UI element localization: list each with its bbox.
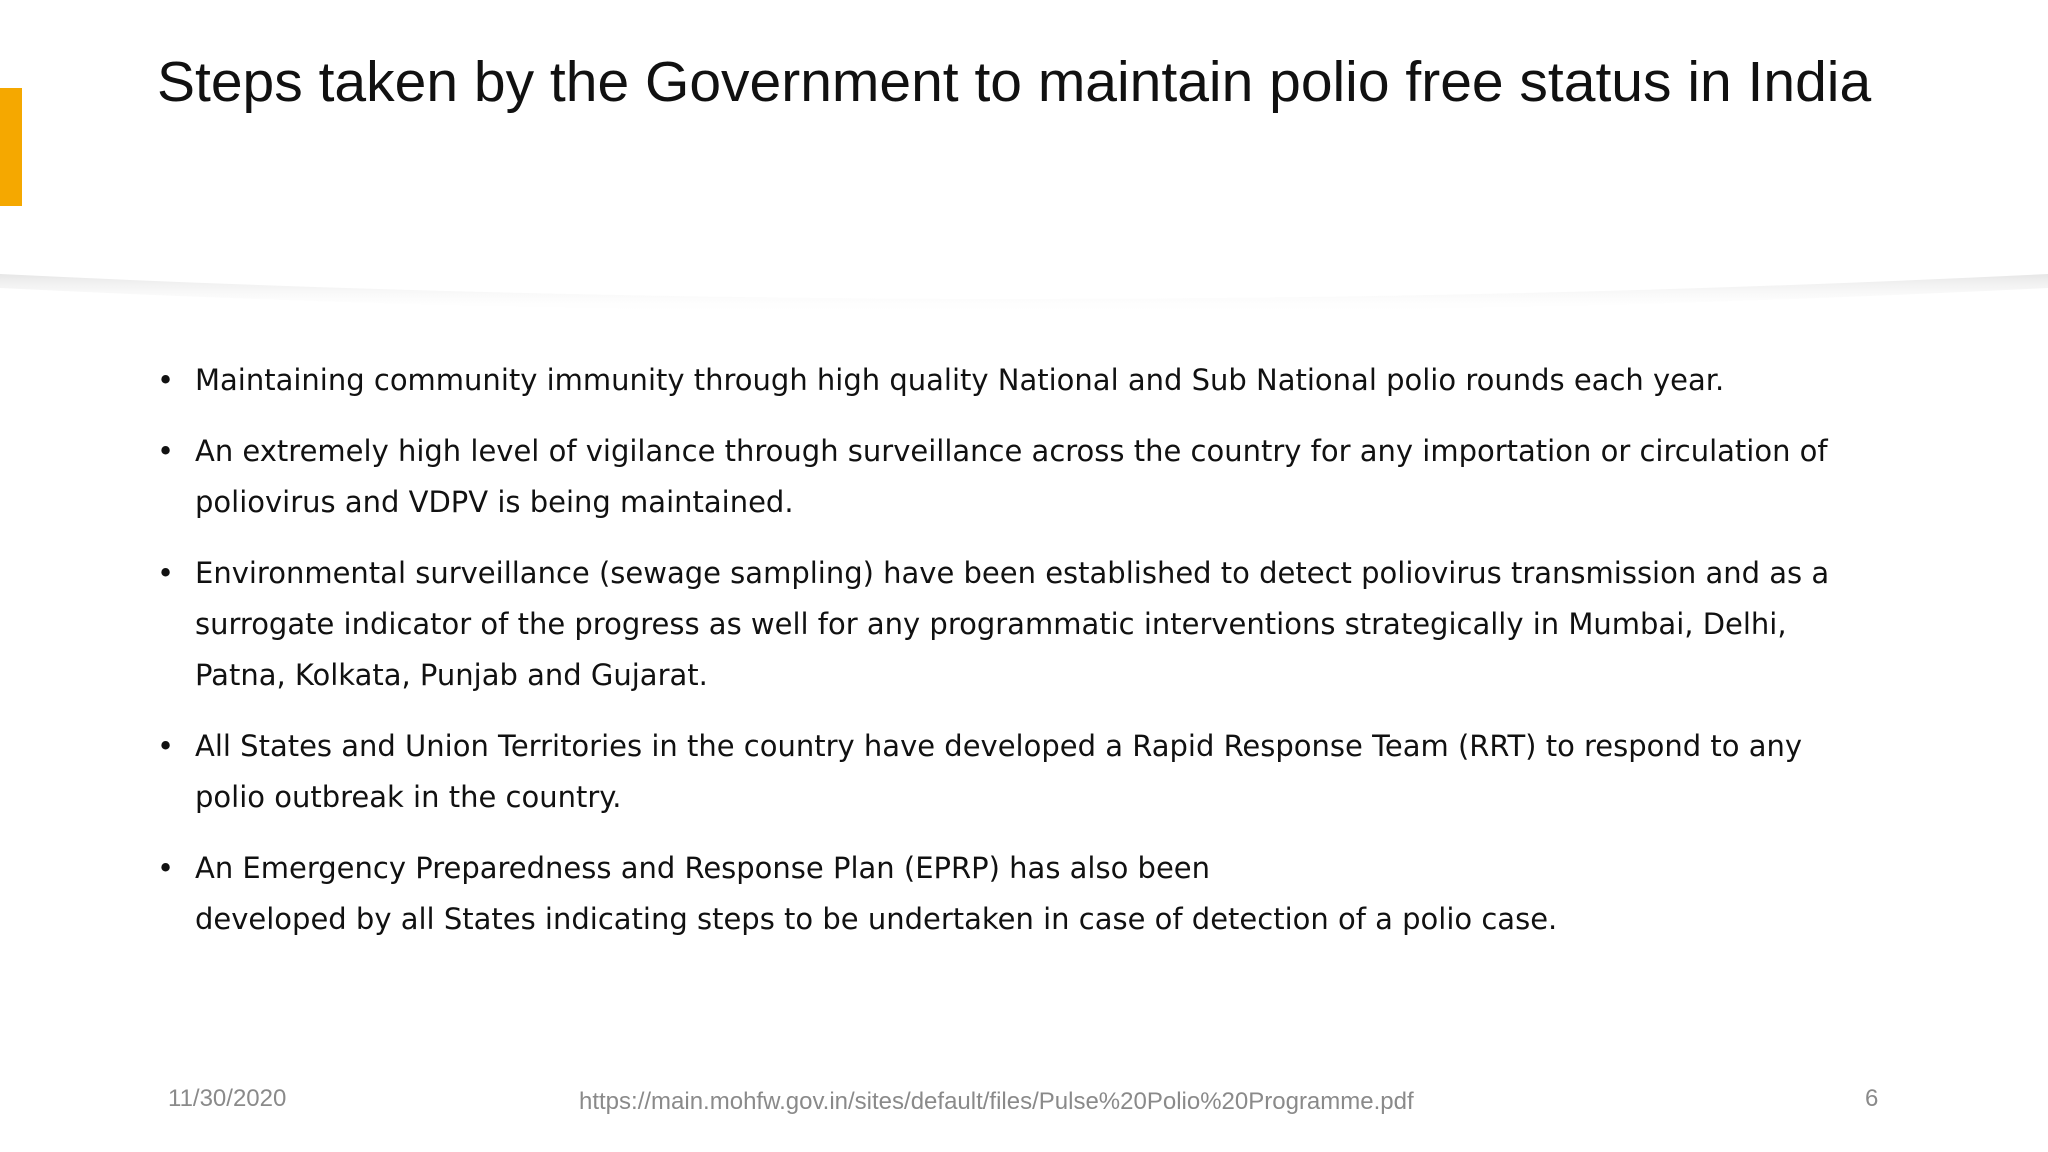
footer-date: 11/30/2020: [168, 1085, 287, 1112]
bullet-dot: •: [157, 556, 175, 590]
bullet-item: [157, 426, 1877, 528]
bullet-dot: •: [157, 729, 175, 763]
title-divider-curve: [0, 266, 2048, 326]
bullet-dot: •: [157, 851, 175, 885]
bullet-list: [157, 355, 1877, 965]
bullet-item: [157, 843, 1877, 945]
footer-source-url[interactable]: https://main.mohfw.gov.in/sites/default/files/Pulse%20Polio%20Programme.pdf: [579, 1088, 1414, 1115]
bullet-text: An Emergency Preparedness and Response Plan (EPRP) has also been developed by all States indicating steps to be undertaken in case of detection of a polio case.: [195, 851, 1558, 936]
bullet-text: Environmental surveillance (sewage sampling) have been established to detect poliovirus transmission and as a surrogate indicator of the progress as well for any programmatic interventions strategically in Mumbai, Delhi, Patna, Kolkata, Punjab and Gujarat.: [195, 556, 1830, 692]
accent-bar: [0, 88, 22, 206]
bullet-text: An extremely high level of vigilance through surveillance across the country for any importation or circulation of poliovirus and VDPV is being maintained.: [195, 434, 1828, 519]
bullet-text: All States and Union Territories in the country have developed a Rapid Response Team (RRT) to respond to any polio outbreak in the country.: [195, 729, 1803, 814]
bullet-text: Maintaining community immunity through high quality National and Sub National polio rounds each year.: [195, 363, 1725, 397]
bullet-dot: •: [157, 434, 175, 468]
bullet-dot: •: [157, 363, 175, 397]
bullet-item: [157, 355, 1877, 406]
bullet-item: [157, 548, 1877, 701]
bullet-item: [157, 721, 1877, 823]
slide-title: Steps taken by the Government to maintain polio free status in India: [157, 50, 1872, 114]
footer-page-number: 6: [1865, 1085, 1879, 1112]
